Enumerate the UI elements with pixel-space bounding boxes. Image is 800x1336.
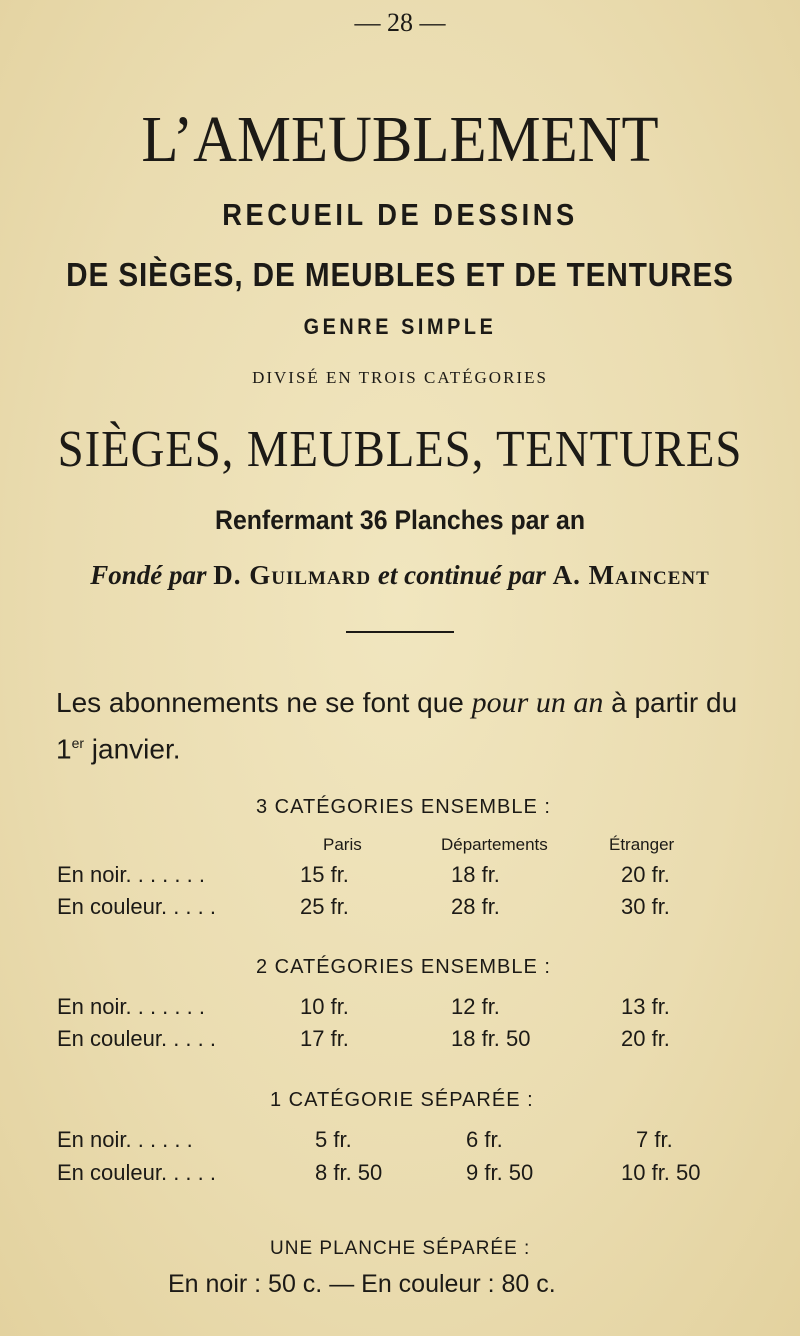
price-departements: 12 fr. <box>451 994 500 1019</box>
price-paris: 8 fr. 50 <box>315 1160 383 1185</box>
row-label: En couleur. . . . . <box>57 1160 216 1185</box>
intro-text-3: janvier. <box>84 733 181 765</box>
subtitle-categories: SIÈGES, MEUBLES, TENTURES <box>57 421 743 478</box>
planche-prices: En noir : 50 c. — En couleur : 80 c. <box>168 1270 556 1298</box>
price-paris: 15 fr. <box>300 862 349 887</box>
column-header-paris: Paris <box>323 835 362 854</box>
price-paris: 5 fr. <box>315 1127 352 1152</box>
intro-text-1: Les abonnements ne se font que <box>56 687 464 718</box>
section-heading-3-categories: 3 CATÉGORIES ENSEMBLE : <box>256 796 551 818</box>
page-number: — 28 — <box>354 8 446 37</box>
section-heading-1-categorie: 1 CATÉGORIE SÉPARÉE : <box>270 1089 534 1111</box>
subtitle-sieges-meubles: DE SIÈGES, DE MEUBLES ET DE TENTURES <box>66 256 734 293</box>
intro-paragraph <box>56 683 756 769</box>
founder-name: D. Guilmard <box>213 560 372 590</box>
price-departements: 18 fr. <box>451 862 500 887</box>
subtitle-planches: Renfermant 36 Planches par an <box>215 505 585 535</box>
row-label: En couleur. . . . . <box>57 1026 216 1051</box>
price-paris: 17 fr. <box>300 1026 349 1051</box>
section-heading-2-categories: 2 CATÉGORIES ENSEMBLE : <box>256 956 551 978</box>
price-etranger: 13 fr. <box>621 994 670 1019</box>
subtitle-divise: DIVISÉ EN TROIS CATÉGORIES <box>252 368 548 387</box>
column-header-etranger: Étranger <box>609 835 675 854</box>
subtitle-recueil: RECUEIL DE DESSINS <box>222 197 578 232</box>
founder-line <box>0 560 800 591</box>
row-label: En couleur. . . . . <box>57 894 216 919</box>
intro-text-italic: pour un an <box>471 686 604 719</box>
price-departements: 28 fr. <box>451 894 500 919</box>
price-etranger: 10 fr. 50 <box>621 1160 701 1185</box>
continuer-name: A. Maincent <box>552 560 710 590</box>
price-departements: 9 fr. 50 <box>466 1160 534 1185</box>
price-paris: 25 fr. <box>300 894 349 919</box>
intro-sup: er <box>71 735 85 751</box>
price-etranger: 30 fr. <box>621 894 670 919</box>
price-paris: 10 fr. <box>300 994 349 1019</box>
fonde-par: Fondé par <box>90 560 207 590</box>
intro-text-2: à partir du 1 <box>56 687 738 765</box>
price-departements: 6 fr. <box>466 1127 503 1152</box>
column-header-departements: Départements <box>441 835 548 854</box>
row-label: En noir. . . . . . <box>57 1127 193 1152</box>
price-etranger: 20 fr. <box>621 1026 670 1051</box>
row-label: En noir. . . . . . . <box>57 994 205 1019</box>
planche-heading: UNE PLANCHE SÉPARÉE : <box>270 1238 531 1259</box>
page-title: L’AMEUBLEMENT <box>141 103 659 176</box>
continue-par: et continué par <box>377 560 546 590</box>
subtitle-genre: GENRE SIMPLE <box>303 314 497 339</box>
price-departements: 18 fr. 50 <box>451 1026 531 1051</box>
price-etranger: 7 fr. <box>636 1127 673 1152</box>
divider-rule <box>346 631 454 633</box>
row-label: En noir. . . . . . . <box>57 862 205 887</box>
price-etranger: 20 fr. <box>621 862 670 887</box>
